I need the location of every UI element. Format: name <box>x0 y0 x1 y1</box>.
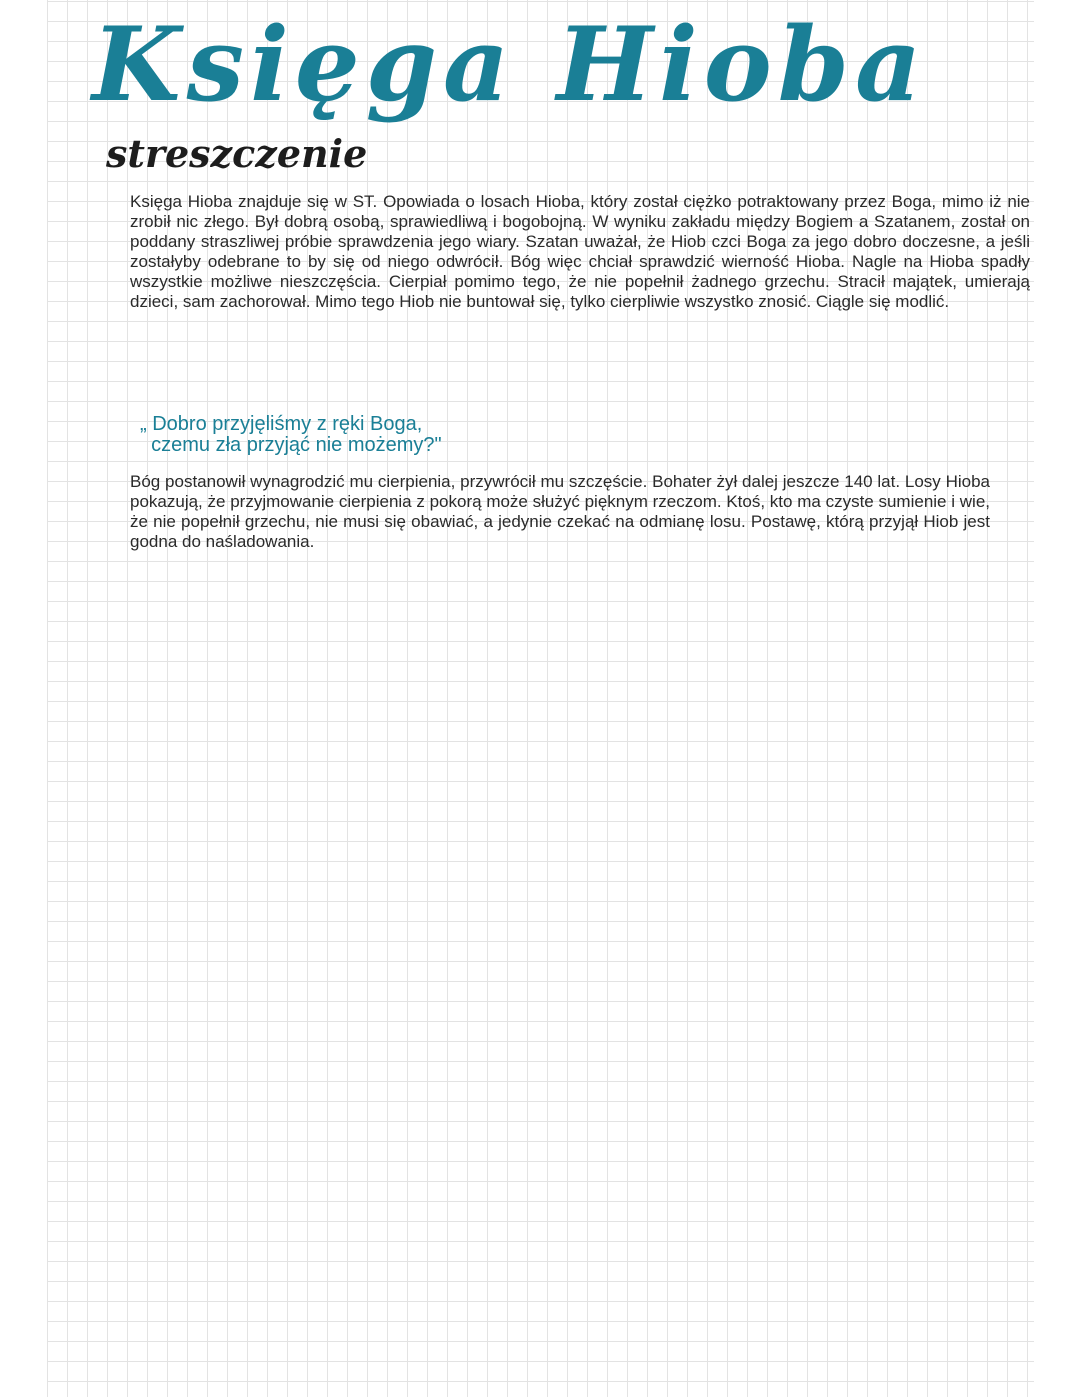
section-heading: streszczenie <box>106 131 368 176</box>
summary-paragraph-2: Bóg postanowił wynagrodzić mu cierpienia, przywrócił mu szczęście. Bohater żył dalej jeszcze 140 lat. Losy Hioba pokazują, że przyjmowanie cierpienia z pokorą może służyć pięknym rzeczom. Ktoś, kto ma czyste sumienie i wie, że nie popełnił grzechu, nie musi się obawiać, a jedynie czekać na odmianę losu. Postawę, którą przyjął Hiob jest godna do naśladowania. <box>130 472 990 551</box>
summary-paragraph-1: Księga Hioba znajduje się w ST. Opowiada o losach Hioba, który został ciężko potraktowany przez Boga, mimo iż nie zrobił nic złego. Był dobrą osobą, sprawiedliwą i bogobojną. W wyniku zakładu między Bogiem a Szatanem, został on poddany straszliwej próbie sprawdzenia jego wiary. Szatan uważał, że Hiob czci Boga za jego dobro doczesne, a jeśli zostałyby odebrane to by się od niego odwrócił. Bóg więc chciał sprawdzić wierność Hioba. Nagle na Hioba spadły wszystkie możliwe nieszczęścia. Cierpiał pomimo tego, że nie popełnił żadnego grzechu. Stracił majątek, umierają dzieci, sam zachorował. Mimo tego Hiob nie buntował się, tylko cierpliwie wszystko znosić. Ciągle się modlić. <box>130 192 1030 311</box>
left-margin <box>0 0 47 1397</box>
quote: „ Dobro przyjęliśmy z ręki Boga, czemu zła przyjąć nie możemy?" <box>140 413 442 456</box>
note-title: Księga Hioba <box>92 5 928 125</box>
right-margin <box>1034 0 1080 1397</box>
